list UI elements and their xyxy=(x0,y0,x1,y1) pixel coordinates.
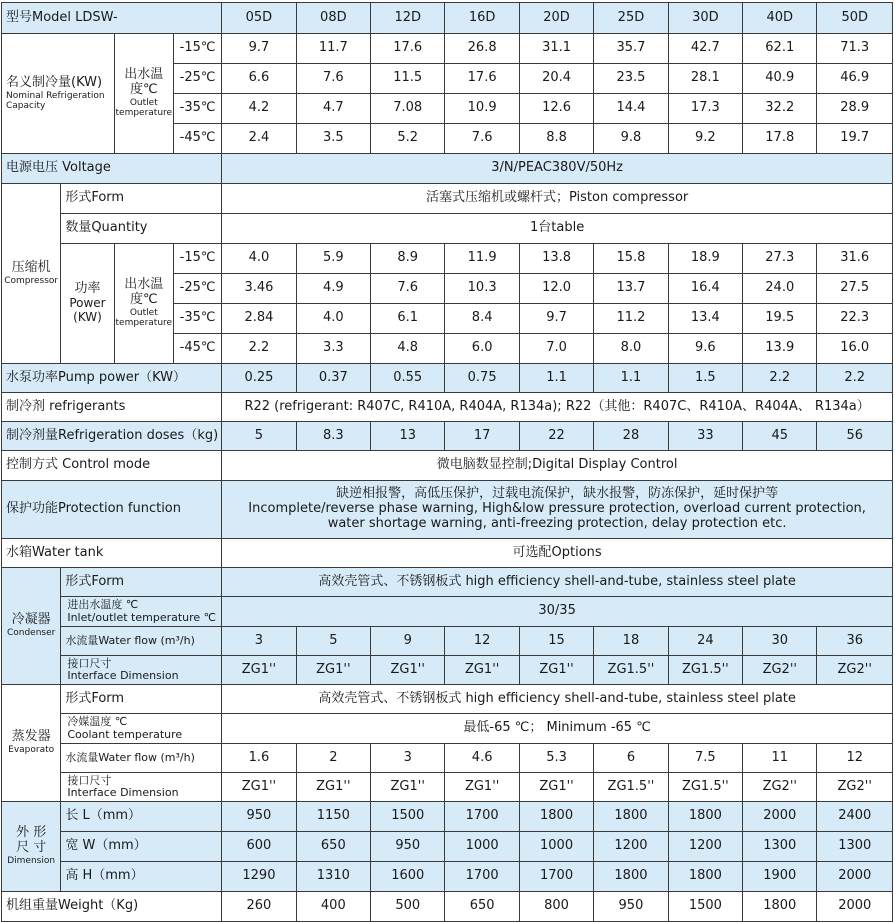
model-cell: 08D xyxy=(296,3,370,34)
value-cell: 11.7 xyxy=(296,34,370,64)
value-cell: 400 xyxy=(296,892,370,922)
value-cell: 3 xyxy=(222,627,296,656)
condenser-form-row xyxy=(2,568,893,597)
protection-line: Incomplete/reverse phase warning, High&low pressure protection, overload current protection, xyxy=(248,501,866,517)
value-cell: 19.5 xyxy=(743,304,817,334)
value-cell: 8.4 xyxy=(445,304,519,334)
value-cell: 4.2 xyxy=(222,94,296,124)
value-cell: 14.4 xyxy=(594,94,668,124)
value-cell: 45 xyxy=(743,422,817,451)
value-cell: 17.6 xyxy=(445,64,519,94)
value-cell: 27.5 xyxy=(817,274,893,304)
compressor-form-label: 形式Form xyxy=(61,184,222,214)
evaporator-label-en: Evaporato xyxy=(8,745,55,756)
value-cell: 27.3 xyxy=(743,244,817,274)
value-cell: 1150 xyxy=(296,802,370,832)
value-cell: 1.5 xyxy=(668,364,742,393)
value-cell: 31.1 xyxy=(519,34,593,64)
model-cell: 20D xyxy=(519,3,593,34)
value-cell: 22 xyxy=(519,422,593,451)
value-cell: 7.5 xyxy=(668,744,742,773)
value-cell: 12 xyxy=(817,744,893,773)
value-cell: 260 xyxy=(222,892,296,922)
value-cell: 32.2 xyxy=(743,94,817,124)
value-cell: 46.9 xyxy=(817,64,893,94)
value-cell: 5.2 xyxy=(371,124,445,154)
value-cell: ZG1.5'' xyxy=(668,656,742,685)
value-cell: 15.8 xyxy=(594,244,668,274)
power-label-cn: 功率 xyxy=(74,281,101,297)
value-cell: 1.1 xyxy=(594,364,668,393)
water-tank-label: 水箱Water tank xyxy=(2,539,222,568)
value-cell: 1900 xyxy=(743,862,817,892)
condenser-flow-row xyxy=(2,627,893,656)
value-cell: 35.7 xyxy=(594,34,668,64)
voltage-label: 电源电压 Voltage xyxy=(2,154,222,184)
condenser-temp-value: 30/35 xyxy=(222,597,893,627)
evaporator-temp-row xyxy=(2,714,893,744)
compressor-label-en: Compressor xyxy=(4,275,59,286)
value-cell: 3.5 xyxy=(296,124,370,154)
value-cell: 0.55 xyxy=(371,364,445,393)
value-cell: 1000 xyxy=(445,832,519,862)
temp-cell: -45℃ xyxy=(173,334,221,364)
value-cell: 5.9 xyxy=(296,244,370,274)
dimension-row-label: 长 L（mm） xyxy=(61,802,222,832)
condenser-label-en: Condenser xyxy=(6,628,56,639)
value-cell: 36 xyxy=(817,627,893,656)
voltage-row xyxy=(2,154,893,184)
value-cell: 2.2 xyxy=(743,364,817,393)
value-cell: ZG1'' xyxy=(371,656,445,685)
value-cell: 650 xyxy=(296,832,370,862)
value-cell: 1300 xyxy=(743,832,817,862)
refrigerants-row xyxy=(2,393,893,422)
evaporator-label-cn: 蒸发器 xyxy=(11,729,51,745)
dimension-label-en: Dimension xyxy=(7,856,56,867)
value-cell: 23.5 xyxy=(594,64,668,94)
dimension-row xyxy=(2,802,893,832)
value-cell: 4.6 xyxy=(445,744,519,773)
value-cell: 10.9 xyxy=(445,94,519,124)
evaporator-form-value: 高效壳管式、不锈钢板式 high efficiency shell-and-tube, stainless steel plate xyxy=(222,685,893,714)
value-cell: 30 xyxy=(743,627,817,656)
condenser-label-cn: 冷凝器 xyxy=(11,612,51,628)
value-cell: ZG1'' xyxy=(222,773,296,802)
protection-line: 缺逆相报警，高低压保护，过载电流保护，缺水报警，防冻保护，延时保护等 xyxy=(336,486,779,502)
value-cell: 12.6 xyxy=(519,94,593,124)
value-cell: 8.0 xyxy=(594,334,668,364)
model-cell: 50D xyxy=(817,3,893,34)
value-cell: 8.9 xyxy=(371,244,445,274)
value-cell: 3.46 xyxy=(222,274,296,304)
value-cell: 1800 xyxy=(594,802,668,832)
model-cell: 30D xyxy=(668,3,742,34)
value-cell: 28.9 xyxy=(817,94,893,124)
header-row xyxy=(2,3,893,34)
value-cell: 0.25 xyxy=(222,364,296,393)
condenser-iface-row xyxy=(2,656,893,685)
value-cell: 9.2 xyxy=(668,124,742,154)
value-cell: 0.37 xyxy=(296,364,370,393)
value-cell: 18 xyxy=(594,627,668,656)
temp-cell: -15℃ xyxy=(173,244,221,274)
voltage-value: 3/N/PEAC380V/50Hz xyxy=(222,154,893,184)
value-cell: 6.6 xyxy=(222,64,296,94)
control-value: 微电脑数显控制;Digital Display Control xyxy=(222,451,893,481)
value-cell: 1800 xyxy=(743,892,817,922)
condenser-label xyxy=(2,568,61,685)
value-cell: 1.1 xyxy=(519,364,593,393)
evaporator-temp-label-en: Coolant temperature xyxy=(67,727,183,741)
dimension-row xyxy=(2,832,893,862)
value-cell: 1700 xyxy=(445,862,519,892)
value-cell: 13.4 xyxy=(668,304,742,334)
capacity-label-en: Nominal Refrigeration Capacity xyxy=(6,90,105,111)
value-cell: 7.08 xyxy=(371,94,445,124)
protection-label: 保护功能Protection function xyxy=(2,481,222,539)
value-cell: 2400 xyxy=(817,802,893,832)
value-cell: 33 xyxy=(668,422,742,451)
value-cell: 15 xyxy=(519,627,593,656)
value-cell: 1200 xyxy=(594,832,668,862)
model-cell: 16D xyxy=(445,3,519,34)
value-cell: 1290 xyxy=(222,862,296,892)
evaporator-temp-label xyxy=(61,714,222,744)
dimension-row xyxy=(2,862,893,892)
capacity-temp-cn: 出水温度℃ xyxy=(124,67,164,98)
value-cell: 9.7 xyxy=(519,304,593,334)
value-cell: ZG1'' xyxy=(296,773,370,802)
value-cell: 2.4 xyxy=(222,124,296,154)
value-cell: 950 xyxy=(594,892,668,922)
value-cell: ZG1'' xyxy=(296,656,370,685)
value-cell: 2000 xyxy=(817,892,893,922)
control-row xyxy=(2,451,893,481)
value-cell: 2000 xyxy=(743,802,817,832)
condenser-iface-label xyxy=(61,656,222,685)
value-cell: 1310 xyxy=(296,862,370,892)
evaporator-flow-label: 水流量Water flow (m³/h) xyxy=(61,744,222,773)
compressor-qty-label: 数量Quantity xyxy=(61,214,222,244)
value-cell: 4.0 xyxy=(296,304,370,334)
value-cell: 9.7 xyxy=(222,34,296,64)
value-cell: ZG2'' xyxy=(743,656,817,685)
value-cell: 20.4 xyxy=(519,64,593,94)
value-cell: 19.7 xyxy=(817,124,893,154)
dimension-row-label: 宽 W（mm） xyxy=(61,832,222,862)
value-cell: 3 xyxy=(371,744,445,773)
value-cell: ZG2'' xyxy=(817,773,893,802)
capacity-temp-label xyxy=(114,34,173,154)
capacity-temp-en: Outlet temperature xyxy=(115,98,173,119)
value-cell: 1500 xyxy=(371,802,445,832)
value-cell: 71.3 xyxy=(817,34,893,64)
dimension-label-cn: 外 形 xyxy=(16,825,47,841)
value-cell: 17 xyxy=(445,422,519,451)
value-cell: ZG1'' xyxy=(519,773,593,802)
value-cell: 13.9 xyxy=(743,334,817,364)
value-cell: 8.3 xyxy=(296,422,370,451)
value-cell: 3.3 xyxy=(296,334,370,364)
dimension-row-label: 高 H（mm） xyxy=(61,862,222,892)
value-cell: ZG1'' xyxy=(519,656,593,685)
temp-cell: -35℃ xyxy=(173,94,221,124)
value-cell: 9.8 xyxy=(594,124,668,154)
weight-label: 机组重量Weight（Kg) xyxy=(2,892,222,922)
compressor-label-cn: 压缩机 xyxy=(11,259,51,275)
value-cell: 12 xyxy=(445,627,519,656)
evaporator-iface-row xyxy=(2,773,893,802)
dimension-label-cn: 尺 寸 xyxy=(16,840,47,856)
water-tank-row xyxy=(2,539,893,568)
value-cell: 1600 xyxy=(371,862,445,892)
pump-row xyxy=(2,364,893,393)
protection-value xyxy=(222,481,893,539)
evaporator-label xyxy=(2,685,61,802)
value-cell: 2.84 xyxy=(222,304,296,334)
value-cell: 4.7 xyxy=(296,94,370,124)
value-cell: 4.0 xyxy=(222,244,296,274)
value-cell: 2.2 xyxy=(817,364,893,393)
value-cell: 950 xyxy=(222,802,296,832)
value-cell: 1500 xyxy=(668,892,742,922)
power-label-en: Power xyxy=(69,296,106,311)
temp-cell: -35℃ xyxy=(173,304,221,334)
value-cell: 11.2 xyxy=(594,304,668,334)
doses-label: 制冷剂量Refrigeration doses（kg) xyxy=(2,422,222,451)
value-cell: 1700 xyxy=(519,862,593,892)
refrigerants-label: 制冷剂 refrigerants xyxy=(2,393,222,422)
value-cell: ZG2'' xyxy=(743,773,817,802)
value-cell: 26.8 xyxy=(445,34,519,64)
value-cell: 5 xyxy=(222,422,296,451)
temp-cell: -45℃ xyxy=(173,124,221,154)
value-cell: 7.0 xyxy=(519,334,593,364)
value-cell: ZG1.5'' xyxy=(594,773,668,802)
condenser-form-label: 形式Form xyxy=(61,568,222,597)
value-cell: 62.1 xyxy=(743,34,817,64)
model-label: 型号Model LDSW- xyxy=(2,3,222,34)
value-cell: ZG1'' xyxy=(371,773,445,802)
refrigerants-value: R22 (refrigerant: R407C, R410A, R404A, R134a); R22（其他：R407C、R410A、R404A、 R134a） xyxy=(222,393,893,422)
value-cell: 12.0 xyxy=(519,274,593,304)
value-cell: 6 xyxy=(594,744,668,773)
value-cell: 600 xyxy=(222,832,296,862)
evaporator-form-row xyxy=(2,685,893,714)
value-cell: ZG2'' xyxy=(817,656,893,685)
evaporator-form-label: 形式Form xyxy=(61,685,222,714)
condenser-temp-label-en: Inlet/outlet temperature ℃ xyxy=(67,610,217,624)
value-cell: 17.6 xyxy=(371,34,445,64)
condenser-temp-row xyxy=(2,597,893,627)
capacity-label xyxy=(2,34,115,154)
value-cell: 6.1 xyxy=(371,304,445,334)
temp-cell: -25℃ xyxy=(173,274,221,304)
condenser-flow-label: 水流量Water flow (m³/h) xyxy=(61,627,222,656)
compressor-temp-en: Outlet temperature xyxy=(115,308,173,329)
value-cell: ZG1'' xyxy=(222,656,296,685)
value-cell: 18.9 xyxy=(668,244,742,274)
value-cell: 10.3 xyxy=(445,274,519,304)
spec-table xyxy=(1,2,893,922)
value-cell: 1800 xyxy=(519,802,593,832)
value-cell: 9.6 xyxy=(668,334,742,364)
compressor-form-row xyxy=(2,184,893,214)
condenser-temp-label-cn: 进出水温度 ℃ xyxy=(67,598,139,612)
value-cell: 5 xyxy=(296,627,370,656)
value-cell: 1300 xyxy=(817,832,893,862)
temp-cell: -15℃ xyxy=(173,34,221,64)
value-cell: 2 xyxy=(296,744,370,773)
value-cell: 0.75 xyxy=(445,364,519,393)
condenser-form-value: 高效壳管式、不锈钢板式 high efficiency shell-and-tube, stainless steel plate xyxy=(222,568,893,597)
power-label-unit: (KW) xyxy=(73,309,102,324)
capacity-label-cn: 名义制冷量(KW) xyxy=(6,74,103,90)
value-cell: ZG1'' xyxy=(445,656,519,685)
value-cell: 22.3 xyxy=(817,304,893,334)
value-cell: 42.7 xyxy=(668,34,742,64)
model-cell: 40D xyxy=(743,3,817,34)
model-cell: 12D xyxy=(371,3,445,34)
value-cell: ZG1'' xyxy=(445,773,519,802)
evaporator-temp-value: 最低-65 ℃； Minimum -65 ℃ xyxy=(222,714,893,744)
doses-row xyxy=(2,422,893,451)
compressor-power-row xyxy=(2,244,893,274)
value-cell: 31.6 xyxy=(817,244,893,274)
value-cell: 500 xyxy=(371,892,445,922)
value-cell: 24 xyxy=(668,627,742,656)
value-cell: 2000 xyxy=(817,862,893,892)
value-cell: 24.0 xyxy=(743,274,817,304)
compressor-temp-label xyxy=(114,244,173,364)
value-cell: 4.9 xyxy=(296,274,370,304)
value-cell: 16.4 xyxy=(668,274,742,304)
value-cell: 1000 xyxy=(519,832,593,862)
compressor-temp-cn: 出水温度℃ xyxy=(124,277,164,308)
value-cell: 1800 xyxy=(594,862,668,892)
evaporator-iface-label-cn: 接口尺寸 xyxy=(67,773,112,787)
value-cell: 1.6 xyxy=(222,744,296,773)
capacity-row xyxy=(2,34,893,64)
value-cell: 13 xyxy=(371,422,445,451)
value-cell: 5.3 xyxy=(519,744,593,773)
value-cell: 13.7 xyxy=(594,274,668,304)
control-label: 控制方式 Control mode xyxy=(2,451,222,481)
value-cell: 2.2 xyxy=(222,334,296,364)
value-cell: 11.9 xyxy=(445,244,519,274)
value-cell: 8.8 xyxy=(519,124,593,154)
value-cell: 1200 xyxy=(668,832,742,862)
value-cell: 17.8 xyxy=(743,124,817,154)
value-cell: 650 xyxy=(445,892,519,922)
value-cell: 16.0 xyxy=(817,334,893,364)
value-cell: 800 xyxy=(519,892,593,922)
value-cell: 56 xyxy=(817,422,893,451)
evaporator-temp-label-cn: 冷媒温度 ℃ xyxy=(67,715,128,729)
model-cell: 05D xyxy=(222,3,296,34)
protection-line: water shortage warning, anti-freezing protection, delay protection etc. xyxy=(327,515,787,531)
pump-label: 水泵功率Pump power（KW） xyxy=(2,364,222,393)
value-cell: 28 xyxy=(594,422,668,451)
value-cell: 40.9 xyxy=(743,64,817,94)
weight-row xyxy=(2,892,893,922)
evaporator-iface-label xyxy=(61,773,222,802)
evaporator-iface-label-en: Interface Dimension xyxy=(67,786,179,799)
compressor-form-value: 活塞式压缩机或螺杆式；Piston compressor xyxy=(222,184,893,214)
evaporator-flow-row xyxy=(2,744,893,773)
value-cell: 7.6 xyxy=(296,64,370,94)
value-cell: ZG1.5'' xyxy=(668,773,742,802)
value-cell: 4.8 xyxy=(371,334,445,364)
value-cell: 11.5 xyxy=(371,64,445,94)
value-cell: 13.8 xyxy=(519,244,593,274)
water-tank-value: 可选配Options xyxy=(222,539,893,568)
condenser-iface-label-cn: 接口尺寸 xyxy=(67,656,112,670)
temp-cell: -25℃ xyxy=(173,64,221,94)
value-cell: 7.6 xyxy=(371,274,445,304)
value-cell: ZG1.5'' xyxy=(594,656,668,685)
value-cell: 1800 xyxy=(668,802,742,832)
protection-row xyxy=(2,481,893,539)
compressor-label xyxy=(2,184,61,364)
value-cell: 9 xyxy=(371,627,445,656)
value-cell: 7.6 xyxy=(445,124,519,154)
power-label xyxy=(61,244,114,364)
value-cell: 6.0 xyxy=(445,334,519,364)
value-cell: 11 xyxy=(743,744,817,773)
model-cell: 25D xyxy=(594,3,668,34)
compressor-qty-row xyxy=(2,214,893,244)
condenser-temp-label xyxy=(61,597,222,627)
dimension-label xyxy=(2,802,61,892)
value-cell: 1700 xyxy=(445,802,519,832)
value-cell: 28.1 xyxy=(668,64,742,94)
compressor-qty-value: 1台table xyxy=(222,214,893,244)
value-cell: 1800 xyxy=(668,862,742,892)
value-cell: 950 xyxy=(371,832,445,862)
condenser-iface-label-en: Interface Dimension xyxy=(67,669,179,682)
value-cell: 17.3 xyxy=(668,94,742,124)
